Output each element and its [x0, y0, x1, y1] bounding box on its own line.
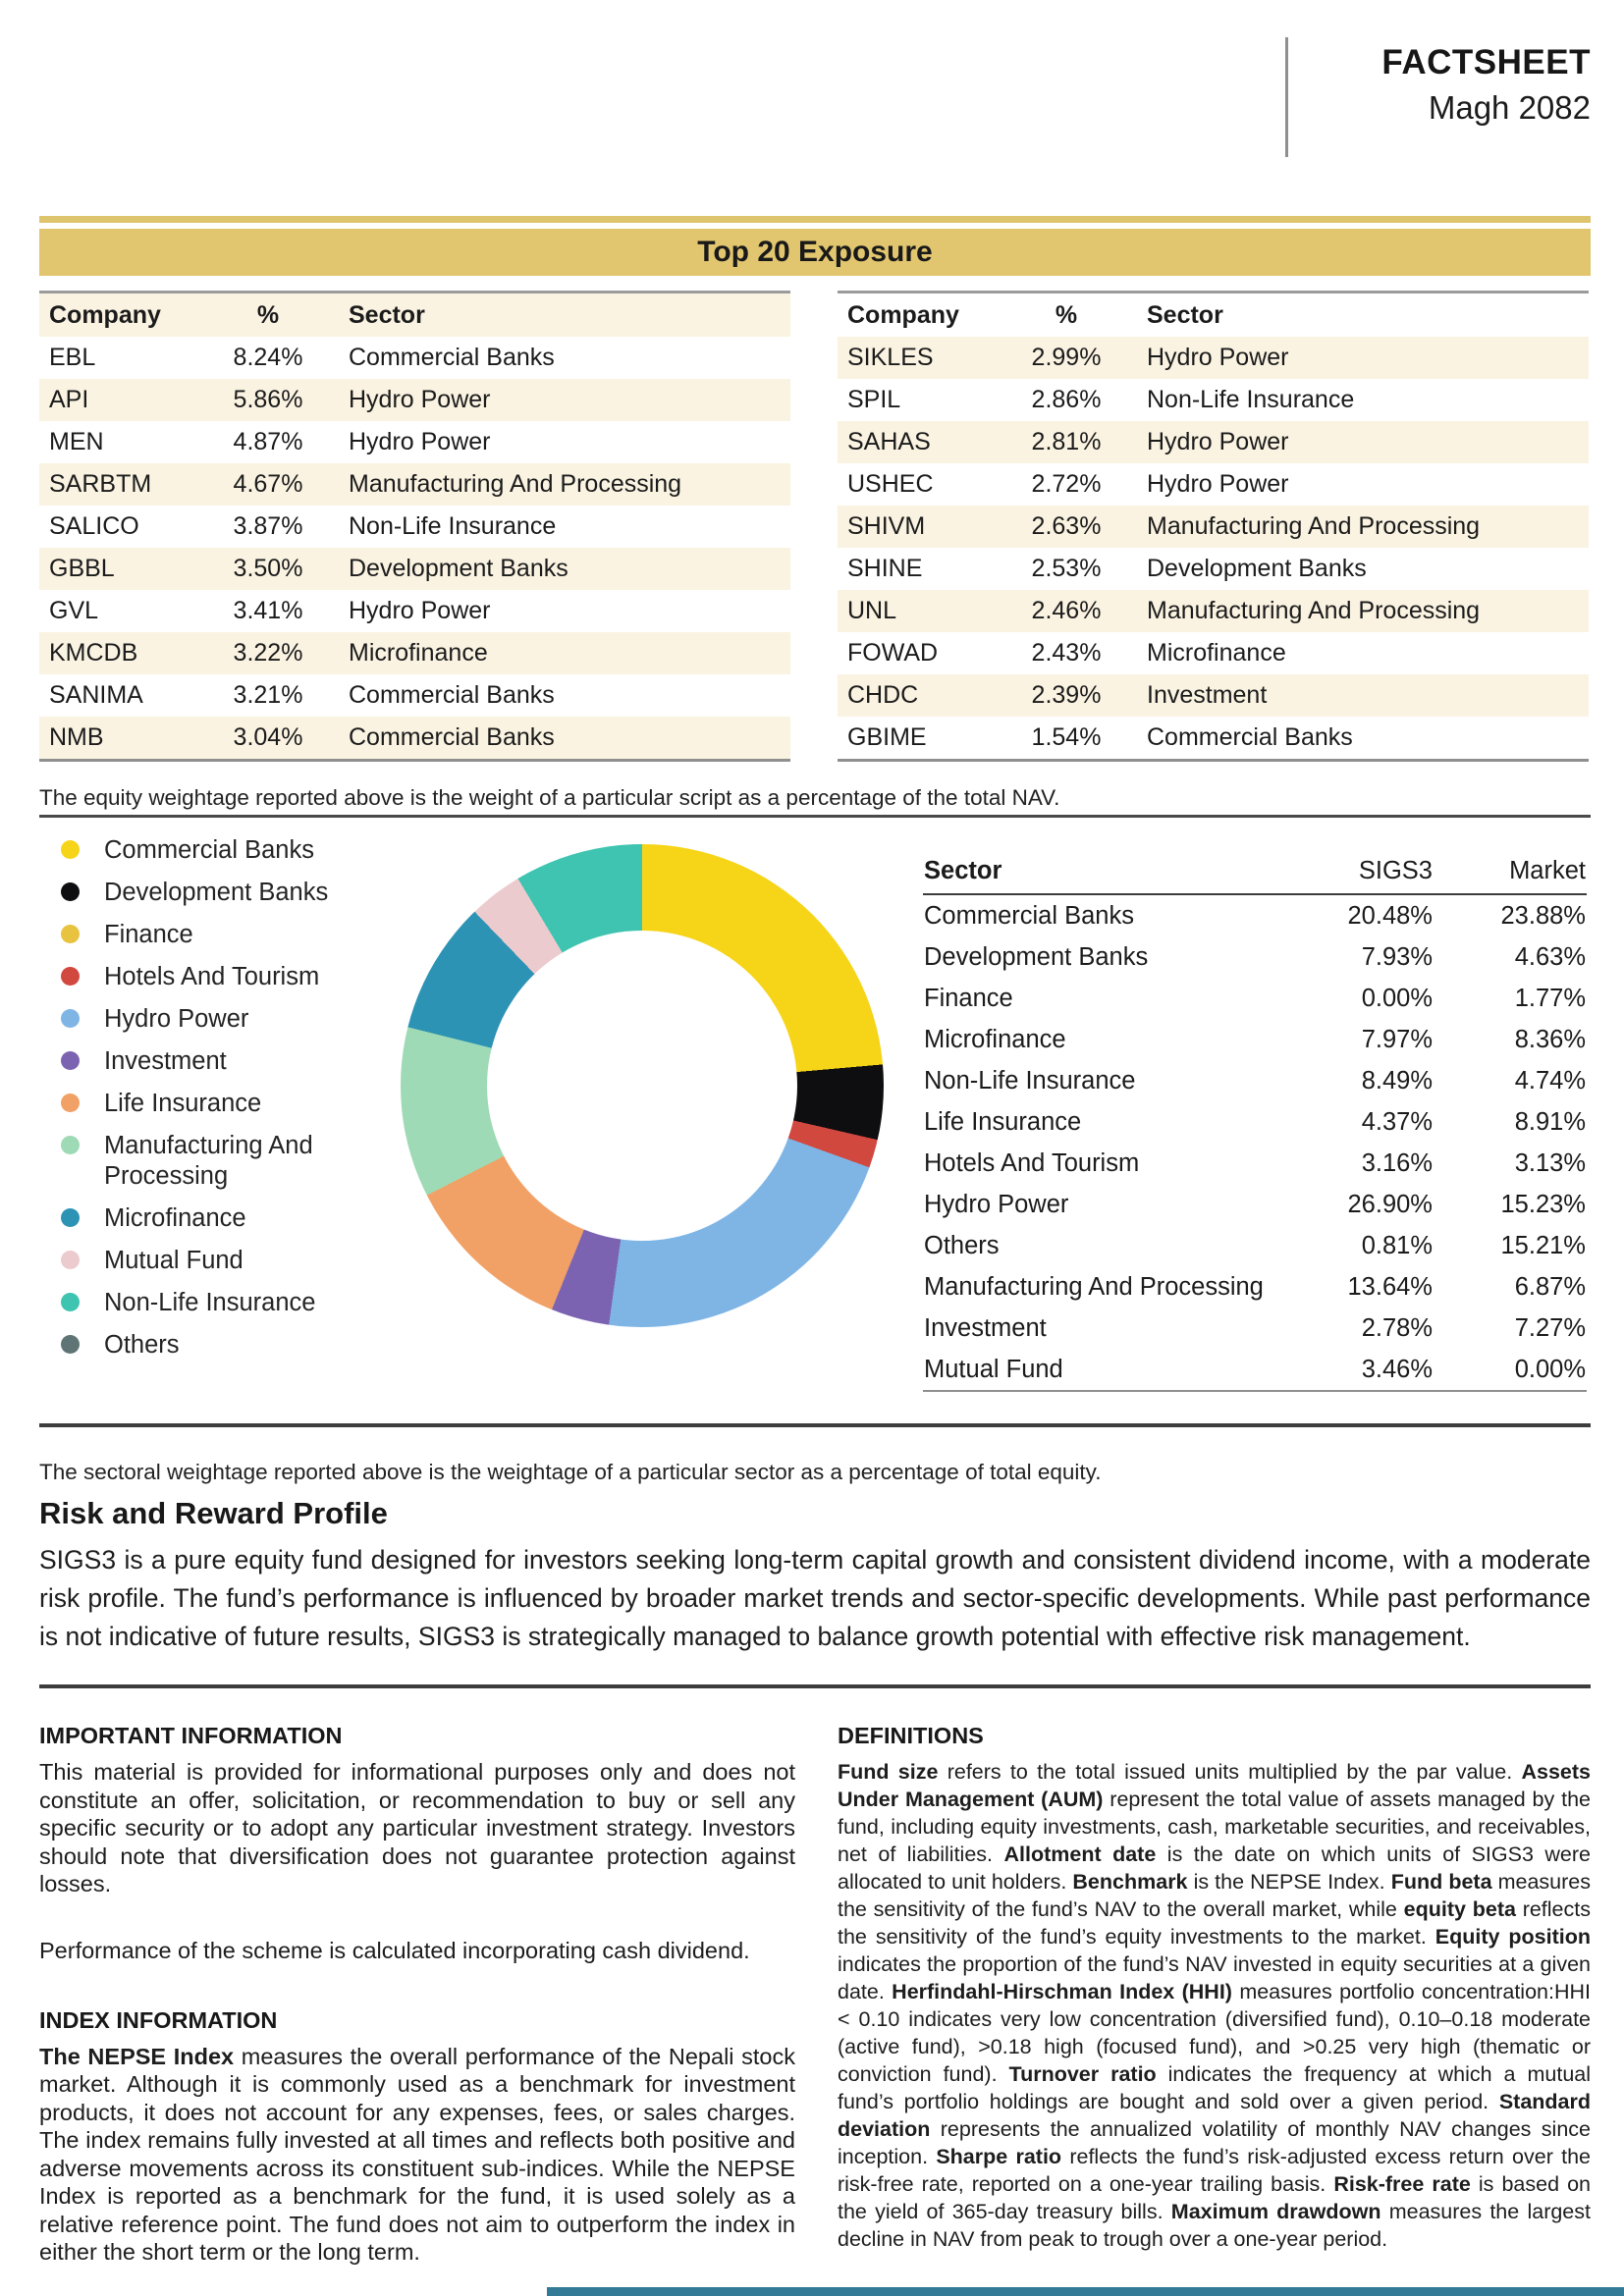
page-title: FACTSHEET: [1381, 43, 1591, 81]
legend-item: [61, 1246, 355, 1276]
divider-mid: [39, 815, 1591, 818]
sector-weight-table: [923, 848, 1587, 1392]
legend-label: Commercial Banks: [104, 836, 314, 864]
legend-item: [61, 1288, 355, 1318]
table-row: KMCDB 3.22% Microfinance: [39, 632, 790, 674]
legend-swatch-icon: [61, 925, 80, 943]
table-header-row: [39, 293, 790, 338]
table-row: Others 0.81% 15.21%: [924, 1231, 1586, 1259]
exposure-table-right: [838, 291, 1589, 762]
table-row: SAHAS 2.81% Hydro Power: [838, 421, 1589, 463]
legend-label: Manufacturing And Processing: [104, 1132, 313, 1190]
legend-label: Life Insurance: [104, 1090, 262, 1117]
legend-label: Investment: [104, 1047, 227, 1075]
column-header: Sector: [1147, 300, 1223, 329]
table-row: Microfinance 7.97% 8.36%: [924, 1025, 1586, 1053]
legend-item: [61, 1203, 355, 1234]
legend-swatch-icon: [61, 1009, 80, 1028]
definitions-body: Fund size refers to the total issued units multiplied by the par value. Assets Under Management (AUM) represent the total value of assets managed by the fund, including equity investments, cash, marketable securities, and receivables, net of liabilities. Allotment date is the date on which units of SIGS3 were allocated to unit holders. Benchmark is the NEPSE Index. Fund beta measures the sensitivity of the fund’s NAV to the overall market, while equity beta reflects the sensitivity of the fund’s equity investments to the market. Equity position indicates the proportion of the fund’s NAV invested in equity securities at a given date. Herfindahl-Hirschman Index (HHI) measures portfolio concentration:HHI < 0.10 indicates very low concentration (diversified fund), 0.10–0.18 moderate (active fund), >0.18 high (focused fund), and >0.25 very high (thematic or conviction fund). Turnover ratio indicates the frequency at which a mutual fund’s portfolio holdings are bought and sold over a given period. Standard deviation represents the annualized volatility of monthly NAV changes since inception. Sharpe ratio reflects the fund’s risk-adjusted excess return over the risk-free rate, reported on a one-year trailing basis. Risk-free rate is based on the yield of 365-day treasury bills. Maximum drawdown measures the largest decline in NAV from peak to trough over a one-year period.: [838, 1760, 1592, 2251]
legend-swatch-icon: [61, 1251, 80, 1269]
equity-footnote: The equity weightage reported above is the weight of a particular script as a percentage of the total NAV.: [39, 784, 1060, 810]
legend-swatch-icon: [61, 882, 80, 901]
column-header: %: [256, 300, 280, 329]
table-row: SIKLES 2.99% Hydro Power: [838, 337, 1589, 379]
legend-label: Others: [104, 1331, 180, 1359]
right-column: [838, 1723, 1591, 2253]
table-row: EBL 8.24% Commercial Banks: [49, 344, 555, 371]
table-row: SANIMA 3.21% Commercial Banks: [49, 681, 555, 709]
legend-item: [61, 1330, 355, 1361]
table-row: Investment 2.78% 7.27%: [924, 1313, 1586, 1342]
table-row: USHEC 2.72% Hydro Power: [847, 470, 1289, 498]
column-header: Market: [1434, 848, 1587, 894]
section-title-bar: [39, 229, 1591, 276]
legend-swatch-icon: [61, 1094, 80, 1112]
table-row: Commercial Banks 20.48% 23.88%: [924, 901, 1586, 930]
column-header: Sector: [923, 848, 1288, 894]
column-header: SIGS3: [1288, 848, 1434, 894]
thick-divider-top: [39, 1423, 1591, 1427]
header-divider: [1285, 37, 1288, 157]
definitions-heading: DEFINITIONS: [838, 1723, 984, 1748]
table-row: Mutual Fund 3.46% 0.00%: [924, 1355, 1586, 1383]
section-title: Top 20 Exposure: [697, 236, 933, 268]
table-row: Manufacturing And Processing 13.64% 6.87%: [924, 1272, 1586, 1301]
table-row: Development Banks 7.93% 4.63%: [924, 942, 1586, 971]
legend-label: Development Banks: [104, 879, 329, 906]
table-row: Finance 0.00% 1.77%: [924, 984, 1586, 1012]
table-row: GBBL 3.50% Development Banks: [39, 548, 790, 590]
table-row: SPIL 2.86% Non-Life Insurance: [847, 386, 1355, 413]
gold-top-line: [39, 216, 1591, 223]
column-header: Sector: [349, 300, 425, 329]
risk-heading: Risk and Reward Profile: [39, 1495, 388, 1530]
legend-swatch-icon: [61, 1335, 80, 1354]
legend-item: [61, 1046, 355, 1077]
donut-hole: [487, 931, 797, 1241]
thick-divider-bottom: [39, 1684, 1591, 1688]
legend-item: [61, 920, 355, 950]
legend-item: [61, 878, 355, 908]
table-row: API 5.86% Hydro Power: [39, 379, 790, 421]
table-row: Hydro Power 26.90% 15.23%: [924, 1190, 1586, 1218]
table-row: NMB 3.04% Commercial Banks: [39, 717, 790, 761]
legend-swatch-icon: [61, 1208, 80, 1227]
legend-item: [61, 835, 355, 866]
table-row: FOWAD 2.43% Microfinance: [847, 639, 1286, 667]
exposure-table-left: [39, 291, 790, 762]
table-row: GBIME 1.54% Commercial Banks: [847, 723, 1353, 751]
legend-label: Hotels And Tourism: [104, 963, 320, 990]
index-info-heading: INDEX INFORMATION: [39, 2006, 278, 2033]
table-row: Non-Life Insurance 8.49% 4.74%: [924, 1066, 1586, 1095]
table-row: UNL 2.46% Manufacturing And Processing: [838, 590, 1589, 632]
legend-label: Finance: [104, 921, 193, 948]
bottom-accent-bar: [547, 2287, 1624, 2296]
legend-item: [61, 1004, 355, 1035]
legend-swatch-icon: [61, 1136, 80, 1154]
table-row: Hotels And Tourism 3.16% 3.13%: [924, 1148, 1586, 1177]
legend-swatch-icon: [61, 1051, 80, 1070]
table-row: SHINE 2.53% Development Banks: [847, 555, 1367, 582]
important-info-body: This material is provided for informational purposes only and does not constitute an offer, solicitation, or recommendation to buy or sell any specific security or to adopt any particular investment strategy. Investors should note that diversification does not guarantee protection against losses.: [39, 1759, 795, 1896]
table-header-row: [923, 848, 1587, 894]
performance-note: Performance of the scheme is calculated incorporating cash dividend.: [39, 1937, 750, 1963]
index-info-body: The NEPSE Index measures the overall performance of the Nepali stock market. Although it is commonly used as a benchmark for investment products, it does not account for any expenses, fees, or sales charges. The index remains fully invested at all times and reflects both positive and adverse movements across its constituent sub-indices. While the NEPSE Index is reported as a benchmark for the fund, it is used solely as a relative reference point. The fund does not aim to outperform the index in either the short term or the long term.: [39, 2043, 796, 2265]
legend-item: [61, 1131, 355, 1192]
column-header: Company: [847, 300, 959, 329]
page-subtitle: Magh 2082: [1428, 89, 1591, 126]
column-header: %: [1055, 300, 1078, 329]
column-header: Company: [49, 300, 161, 329]
table-row: SHIVM 2.63% Manufacturing And Processing: [838, 506, 1589, 548]
legend-label: Non-Life Insurance: [104, 1289, 316, 1316]
important-info-heading: IMPORTANT INFORMATION: [39, 1723, 343, 1748]
table-row: CHDC 2.39% Investment: [838, 674, 1589, 717]
table-row: Life Insurance 4.37% 8.91%: [924, 1107, 1586, 1136]
sector-donut-chart: [401, 844, 884, 1327]
legend-item: [61, 1089, 355, 1119]
legend-label: Mutual Fund: [104, 1247, 244, 1274]
table-row: GVL 3.41% Hydro Power: [49, 597, 491, 624]
table-row: MEN 4.87% Hydro Power: [49, 428, 491, 455]
table-row: SARBTM 4.67% Manufacturing And Processing: [39, 463, 790, 506]
legend-swatch-icon: [61, 967, 80, 986]
left-column: [39, 1723, 795, 2267]
legend-label: Microfinance: [104, 1204, 246, 1232]
sector-legend: [61, 835, 355, 1372]
legend-label: Hydro Power: [104, 1005, 249, 1033]
legend-swatch-icon: [61, 840, 80, 859]
sector-footnote: The sectoral weightage reported above is the weightage of a particular sector as a percentage of total equity.: [39, 1459, 1102, 1484]
legend-item: [61, 962, 355, 992]
header-block: [1381, 43, 1591, 127]
table-header-row: [838, 293, 1589, 338]
table-row: SALICO 3.87% Non-Life Insurance: [49, 512, 557, 540]
legend-swatch-icon: [61, 1293, 80, 1311]
risk-body: SIGS3 is a pure equity fund designed for investors seeking long-term capital growth and consistent dividend income, with a moderate risk profile. The fund’s performance is influenced by broader market trends and sector-specific developments. While past performance is not indicative of future results, SIGS3 is strategically managed to balance growth potential with effective risk management.: [39, 1544, 1591, 1651]
